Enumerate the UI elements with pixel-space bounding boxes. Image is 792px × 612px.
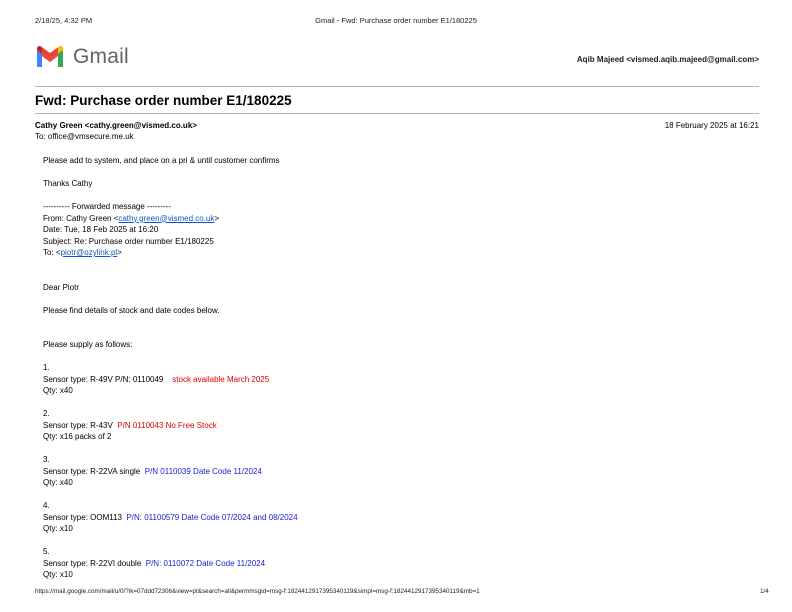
stock-note: P/N 0110043 No Free Stock — [117, 420, 217, 430]
quantity: Qty: x40 — [43, 386, 73, 395]
subject-divider — [35, 113, 759, 114]
intro-line: Please add to system, and place on a pri & until customer confirms — [43, 156, 280, 165]
gmail-m-icon — [35, 45, 65, 68]
item-list — [43, 362, 743, 581]
quantity: Qty: x10 — [43, 524, 73, 533]
print-title: Gmail - Fwd: Purchase order number E1/180225 — [315, 16, 477, 25]
stock-note: P/N 0110039 Date Code 11/2024 — [144, 466, 262, 476]
fwd-subject-line: Subject: Re: Purchase order number E1/180225 — [43, 236, 214, 246]
fwd-to-email-link[interactable]: piotr@ozylink.pl — [60, 248, 118, 257]
fwd-from-line: From: Cathy Green <cathy.green@vismed.co.uk> — [43, 213, 220, 223]
details-line: Please find details of stock and date codes below. — [43, 305, 220, 315]
email-subject: Fwd: Purchase order number E1/180225 — [35, 93, 292, 108]
fwd-to-line: To: <piotr@ozylink.pl> — [43, 248, 122, 257]
list-item: 5. Sensor type: R-22VI double P/N: 0110072 Date Code 11/2024 Qty: x10 — [43, 546, 743, 581]
signoff-line: Thanks Cathy — [43, 179, 93, 188]
stock-note: P/N: 0110072 Date Code 11/2024 — [145, 558, 266, 568]
sensor-type: Sensor type: R-49V P/N: 0110049 — [43, 374, 164, 384]
account-address: Aqib Majeed <vismed.aqib.majeed@gmail.com> — [576, 55, 759, 64]
recipient: To: office@vmsecure.me.uk — [35, 132, 134, 141]
sensor-type: Sensor type: R-22VA single — [43, 466, 141, 476]
print-url: https://mail.google.com/mail/u/0/?ik=07ddd72306&view=pt&search=all&permmsgid=msg-f:1824412917395340119&simpl=msg-f:1824412917395340119&mb=1 — [35, 588, 480, 595]
supply-line: Please supply as follows: — [43, 340, 133, 349]
sender: Cathy Green <cathy.green@vismed.co.uk> — [35, 121, 197, 130]
fwd-from-email-link[interactable]: cathy.green@vismed.co.uk — [118, 213, 215, 223]
stock-note: stock available March 2025 — [172, 374, 270, 384]
sent-date: 18 February 2025 at 16:21 — [664, 121, 759, 130]
gmail-logo — [35, 45, 165, 71]
sensor-type: Sensor type: R-22VI double — [43, 558, 142, 568]
list-item: 3. Sensor type: R-22VA single P/N 0110039 Date Code 11/2024 Qty: x40 — [43, 454, 743, 489]
print-datetime: 2/18/25, 4:32 PM — [35, 16, 93, 25]
list-item: 2. Sensor type: R-43V P/N 0110043 No Free Stock Qty: x16 packs of 2 — [43, 408, 743, 443]
list-item: 4. Sensor type: OOM113 P/N: 01100579 Date Code 07/2024 and 08/2024 Qty: x10 — [43, 500, 743, 535]
sensor-type: Sensor type: R-43V — [43, 420, 113, 430]
gmail-wordmark: Gmail — [73, 45, 129, 68]
fwd-date-line: Date: Tue, 18 Feb 2025 at 16:20 — [43, 225, 159, 234]
quantity: Qty: x16 packs of 2 — [43, 432, 112, 441]
list-item: 1. Sensor type: R-49V P/N: 0110049 stock available March 2025 Qty: x40 — [43, 362, 743, 397]
email-body — [43, 155, 743, 581]
stock-note: P/N: 01100579 Date Code 07/2024 and 08/2024 — [126, 512, 298, 522]
page-number: 1/4 — [760, 588, 769, 595]
quantity: Qty: x10 — [43, 570, 73, 579]
quantity: Qty: x40 — [43, 478, 73, 487]
header-divider — [35, 86, 759, 87]
sensor-type: Sensor type: OOM113 — [43, 512, 122, 522]
greeting-line: Dear Piotr — [43, 282, 80, 292]
forwarded-header: ---------- Forwarded message --------- — [43, 202, 171, 211]
